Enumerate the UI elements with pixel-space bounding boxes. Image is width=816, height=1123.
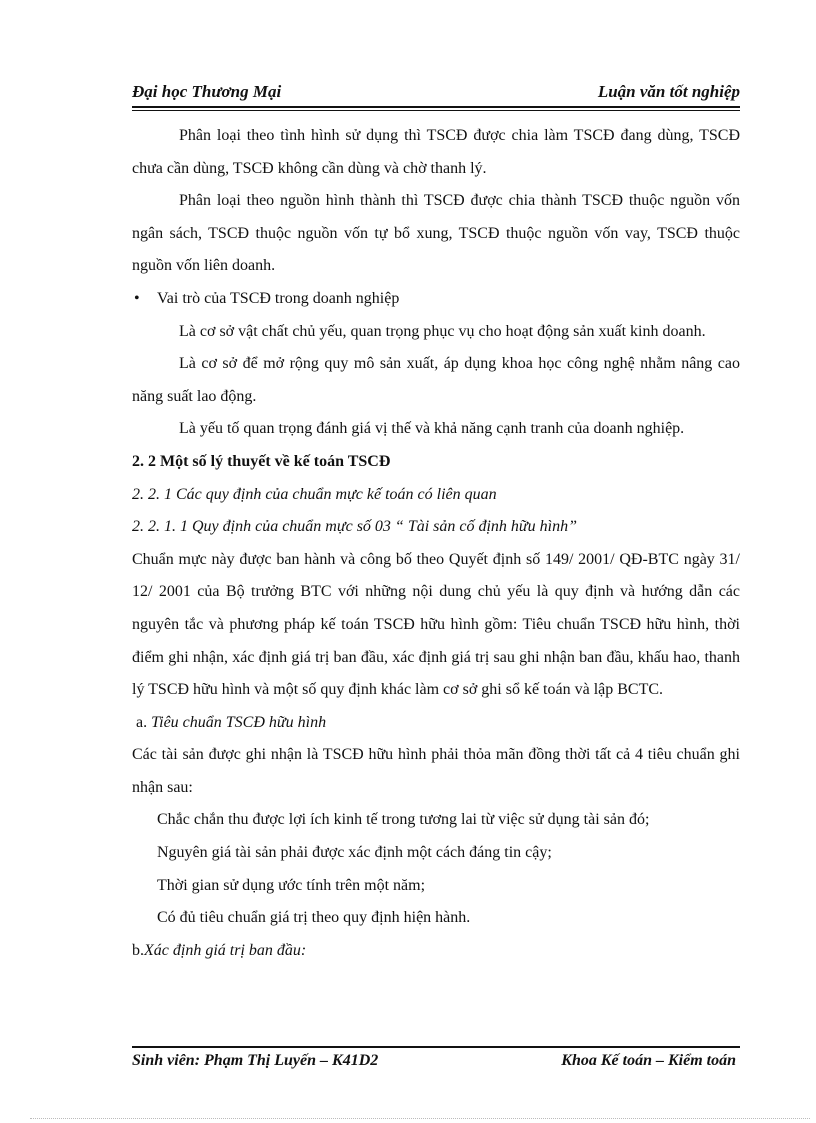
page-body	[132, 120, 740, 967]
criterion-item: Thời gian sử dụng ước tính trên một năm;	[157, 876, 426, 894]
criterion-item: Nguyên giá tài sản phải được xác định một cách đáng tin cậy;	[157, 844, 552, 862]
paragraph: Là yếu tố quan trọng đánh giá vị thế và khả năng cạnh tranh của doanh nghiệp.	[179, 420, 685, 438]
bullet-item: • Vai trò của TSCĐ trong doanh nghiệp	[132, 283, 740, 316]
subsubsection-heading: 2. 2. 1. 1 Quy định của chuẩn mực số 03 “ Tài sản cố định hữu hình”	[132, 518, 577, 536]
item-prefix: b.	[132, 941, 144, 959]
paragraph: Là cơ sở vật chất chủ yếu, quan trọng phục vụ cho hoạt động sản xuất kinh doanh.	[179, 322, 706, 340]
footer-rule	[132, 1046, 740, 1048]
paragraph: Các tài sản được ghi nhận là TSCĐ hữu hình phải thỏa mãn đồng thời tất cả 4 tiêu chuẩn ghi nhận sau:	[132, 746, 740, 796]
item-prefix: a.	[136, 713, 148, 731]
item-heading-a	[132, 707, 740, 740]
footer-department: Khoa Kế toán – Kiểm toán	[561, 1052, 736, 1069]
item-heading-b	[132, 935, 740, 968]
footer-student: Sinh viên: Phạm Thị Luyến – K41D2	[132, 1052, 379, 1069]
header-thesis-label: Luận văn tốt nghiệp	[597, 82, 740, 101]
subsection-heading: 2. 2. 1 Các quy định của chuẩn mực kế toán có liên quan	[132, 485, 497, 503]
paragraph: Là cơ sở để mở rộng quy mô sản xuất, áp dụng khoa học công nghệ nhằm nâng cao năng suất lao động.	[132, 355, 740, 405]
item-title: Xác định giá trị ban đầu:	[144, 941, 307, 959]
criterion-item: Chắc chắn thu được lợi ích kinh tế trong tương lai từ việc sử dụng tài sản đó;	[157, 811, 650, 829]
paragraph: Phân loại theo tình hình sử dụng thì TSCĐ được chia làm TSCĐ đang dùng, TSCĐ chưa cần dùng, TSCĐ không cần dùng và chờ thanh lý.	[132, 127, 740, 177]
page-bottom-divider	[30, 1118, 810, 1119]
header-rule-thin	[132, 110, 740, 111]
paragraph: Chuẩn mực này được ban hành và công bố theo Quyết định số 149/ 2001/ QĐ-BTC ngày 31/ 12/ 2001 của Bộ trưởng BTC với những nội dung chủ yếu là quy định và hướng dẫn các nguyên tắc và phương pháp kế toán TSCĐ hữu hình gồm: Tiêu chuẩn TSCĐ hữu hình, thời điểm ghi nhận, xác định giá trị ban đầu, xác định giá trị sau ghi nhận ban đầu, khấu hao, thanh lý TSCĐ hữu hình và một số quy định khác làm cơ sở ghi sổ kế toán và lập BCTC.	[132, 550, 740, 699]
criterion-item: Có đủ tiêu chuẩn giá trị theo quy định hiện hành.	[157, 909, 471, 927]
page-header	[132, 82, 740, 102]
item-title: Tiêu chuẩn TSCĐ hữu hình	[151, 713, 327, 731]
page-footer	[132, 1052, 736, 1070]
paragraph: Phân loại theo nguồn hình thành thì TSCĐ được chia thành TSCĐ thuộc nguồn vốn ngân sách, TSCĐ thuộc nguồn vốn tự bổ xung, TSCĐ thuộc nguồn vốn vay, TSCĐ thuộc nguồn vốn liên doanh.	[132, 192, 740, 275]
section-heading: 2. 2 Một số lý thuyết về kế toán TSCĐ	[132, 452, 391, 470]
header-university: Đại học Thương Mại	[132, 82, 282, 101]
header-rule	[132, 106, 740, 108]
